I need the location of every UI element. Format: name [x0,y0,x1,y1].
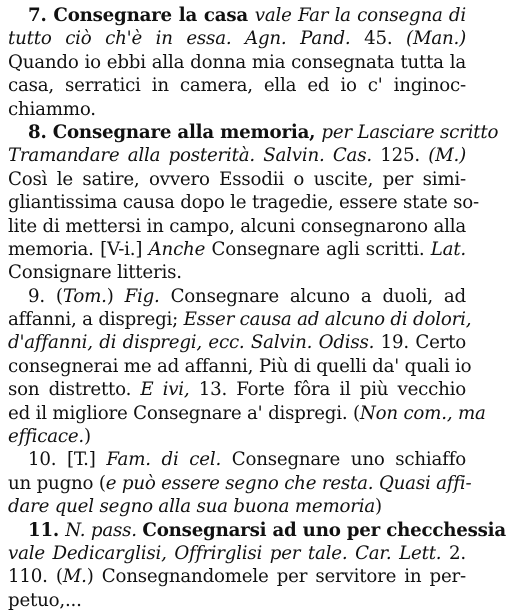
text-run: e può essere segno che resta. Quasi affi- [105,472,472,494]
text-line [8,308,472,331]
text-run: M. [62,566,87,588]
text-run: (M.) [428,145,467,167]
text-run: casa, serratici in camera, ella ed io c' inginoc- [8,75,466,97]
text-run: Consegnare uno schiaffo [231,449,466,471]
text-line [8,472,472,495]
text-run: Fam. di cel. [106,449,232,471]
text-run: ) [375,496,382,518]
text-run: vale Dedicarglisi, Offrirglisi per tale. Car. Lett. [8,542,450,564]
text-run: tutto ciò ch'è in essa. Agn. Pand. [8,28,365,50]
text-line [8,121,499,144]
text-run: Tramandare alla posterità. Salvin. Cas. [8,145,381,167]
text-run: d'affanni, di dispregi, ecc. Salvin. Odiss. [8,332,381,354]
text-line [8,542,466,565]
text-line [8,238,466,261]
text-run: Fig. [124,285,171,307]
text-line [8,27,466,50]
text-run: 2. [449,542,466,564]
text-run: consegnerai me ad affanni, Più di quelli da' quali io [8,355,472,377]
text-line [8,261,466,284]
text-line [8,74,466,97]
text-run: 8. Consegnare alla memoria, [28,121,322,143]
text-run: Consegnare agli scritti. [211,238,431,260]
text-run: 19. Certo [380,332,466,354]
text-run: per Lasciare scritto [321,121,499,143]
text-line [8,144,466,167]
text-run: Non com., ma [359,402,486,424]
text-line [8,425,466,448]
text-line [8,378,466,401]
dictionary-entry-page [8,4,506,612]
text-run: 13. Forte fôra il più vecchio [198,379,466,401]
text-run: Consegnare alcuno a duoli, ad [170,285,466,307]
text-run: chiammo. [8,98,96,120]
text-line [8,331,466,354]
text-run: Consegnarsi ad uno per checchessia [142,519,506,541]
text-run: efficace. [8,426,85,448]
text-line [8,519,506,542]
text-line [8,589,466,612]
text-run: affanni, a dispregi; [8,309,184,331]
text-line [8,215,466,238]
text-run: 9. ( [28,285,63,307]
text-run: vale Far la consegna di [254,5,466,26]
text-line [8,98,466,121]
text-line [8,285,466,308]
text-run: lite di mettersi in campo, alcuni consegnarono alla [8,215,466,237]
text-run: Esser causa ad alcuno di dolori, [183,309,472,331]
text-run: ed il migliore Consegnare a' dispregi. ( [8,402,360,424]
text-line [8,191,479,214]
text-run: petuo,... [8,589,82,611]
text-run: 110. ( [8,566,63,588]
text-line [8,4,466,27]
text-run: 125. [380,145,429,167]
text-run: son distretto. [8,379,141,401]
text-run: Così le satire, ovvero Essodii o uscite, per simi- [8,168,466,190]
text-line [8,355,472,378]
text-run: 7. Consegnare la casa [28,5,255,26]
text-run: dare quel segno alla sua buona memoria [8,496,376,518]
text-run: memoria. [V-i.] [8,238,149,260]
text-run: Consignare litteris. [8,262,182,284]
text-run: E ivi, [140,379,199,401]
entry-text-block [8,4,506,612]
text-run: ) [84,426,91,448]
text-run: un pugno ( [8,472,106,494]
text-line [8,168,466,191]
text-run: Quando io ebbi alla donna mia consegnata tutta la [8,51,466,73]
text-line [8,565,466,588]
text-run: 10. [T.] [28,449,107,471]
text-run: Anche [148,238,212,260]
text-run: 11. [28,519,66,541]
text-run: ) Consegnandomele per servitore in per- [86,566,466,588]
text-run: ) [106,285,125,307]
text-line [8,51,466,74]
text-run: Tom. [62,285,107,307]
text-run: 45. [364,28,407,50]
text-run: (Man.) [406,28,466,50]
text-run: N. pass. [65,519,143,541]
text-line [8,448,466,471]
text-run: Lat. [430,238,467,260]
text-line [8,402,486,425]
text-run: gliantissima causa dopo le tragedie, essere state so- [8,192,479,214]
text-line [8,495,466,518]
